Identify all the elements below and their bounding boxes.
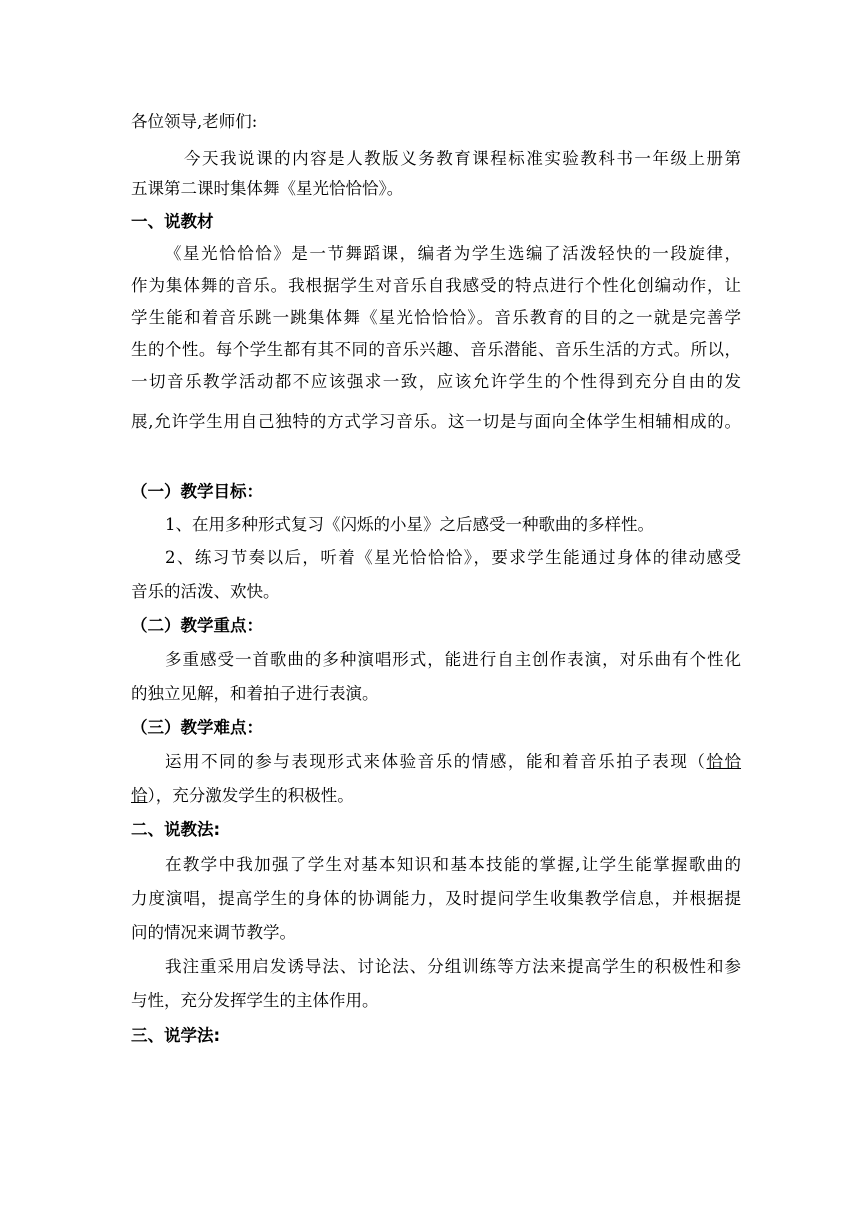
section-3-heading: 三、说学法: bbox=[131, 1026, 221, 1045]
section-2-line: 在教学中我加强了学生对基本知识和基本技能的掌握,让学生能掌握歌曲的 bbox=[165, 855, 741, 874]
section-1-line: 生的个性。每个学生都有其不同的音乐兴趣、音乐潜能、音乐生活的方式。所以， bbox=[131, 340, 741, 359]
goals-item-1: 1、在用多种形式复习《闪烁的小星》之后感受一种歌曲的多样性。 bbox=[165, 515, 654, 534]
greeting: 各位领导,老师们: bbox=[131, 112, 258, 131]
underlined-text: 恰 bbox=[131, 786, 148, 805]
key-points-line-2: 的独立见解，和着拍子进行表演。 bbox=[131, 684, 379, 703]
underlined-text: 恰恰 bbox=[706, 752, 742, 771]
difficulties-line-2-text: ），充分激发学生的积极性。 bbox=[147, 786, 354, 805]
section-1-line: 作为集体舞的音乐。我根据学生对音乐自我感受的特点进行个性化创编动作，让 bbox=[131, 276, 741, 295]
section-1-line: 展,允许学生用自己独特的方式学习音乐。这一切是与面向全体学生相辅相成的。 bbox=[131, 412, 741, 431]
section-2-heading: 二、说教法: bbox=[131, 820, 221, 839]
key-points-line-1: 多重感受一首歌曲的多种演唱形式，能进行自主创作表演，对乐曲有个性化 bbox=[165, 650, 741, 669]
section-2-line: 力度演唱，提高学生的身体的协调能力，及时提问学生收集教学信息，并根据提 bbox=[131, 889, 741, 908]
intro-line-2: 五课第二课时集体舞《星光恰恰恰》。 bbox=[131, 179, 404, 198]
section-2-line: 与性，充分发挥学生的主体作用。 bbox=[131, 991, 379, 1010]
section-2-line: 问的情况来调节教学。 bbox=[131, 923, 296, 942]
goals-heading: （一）教学目标： bbox=[131, 482, 263, 501]
goals-item-2-line-2: 音乐的活泼、欢快。 bbox=[131, 582, 280, 601]
section-1-line: 学生能和着音乐跳一跳集体舞《星光恰恰恰》。音乐教育的目的之一就是完善学 bbox=[131, 308, 741, 327]
difficulties-heading: （三）教学难点： bbox=[131, 718, 263, 737]
difficulties-line-2 bbox=[131, 784, 741, 808]
intro-line-1: 今天我说课的内容是人教版义务教育课程标准实验教科书一年级上册第 bbox=[184, 149, 741, 168]
goals-item-2-line-1: 2、练习节奏以后，听着《星光恰恰恰》，要求学生能通过身体的律动感受 bbox=[165, 548, 741, 567]
section-1-line: 《星光恰恰恰》是一节舞蹈课，编者为学生选编了活泼轻快的一段旋律， bbox=[165, 244, 741, 263]
difficulties-line-1 bbox=[165, 750, 741, 774]
section-1-heading: 一、说教材 bbox=[131, 212, 214, 231]
section-2-line: 我注重采用启发诱导法、讨论法、分组训练等方法来提高学生的积极性和参 bbox=[165, 957, 741, 976]
section-1-line: 一切音乐教学活动都不应该强求一致，应该允许学生的个性得到充分自由的发 bbox=[131, 372, 741, 391]
difficulties-line-1-text: 运用不同的参与表现形式来体验音乐的情感，能和着音乐拍子表现（ bbox=[165, 752, 707, 771]
key-points-heading: （二）教学重点： bbox=[131, 616, 263, 635]
